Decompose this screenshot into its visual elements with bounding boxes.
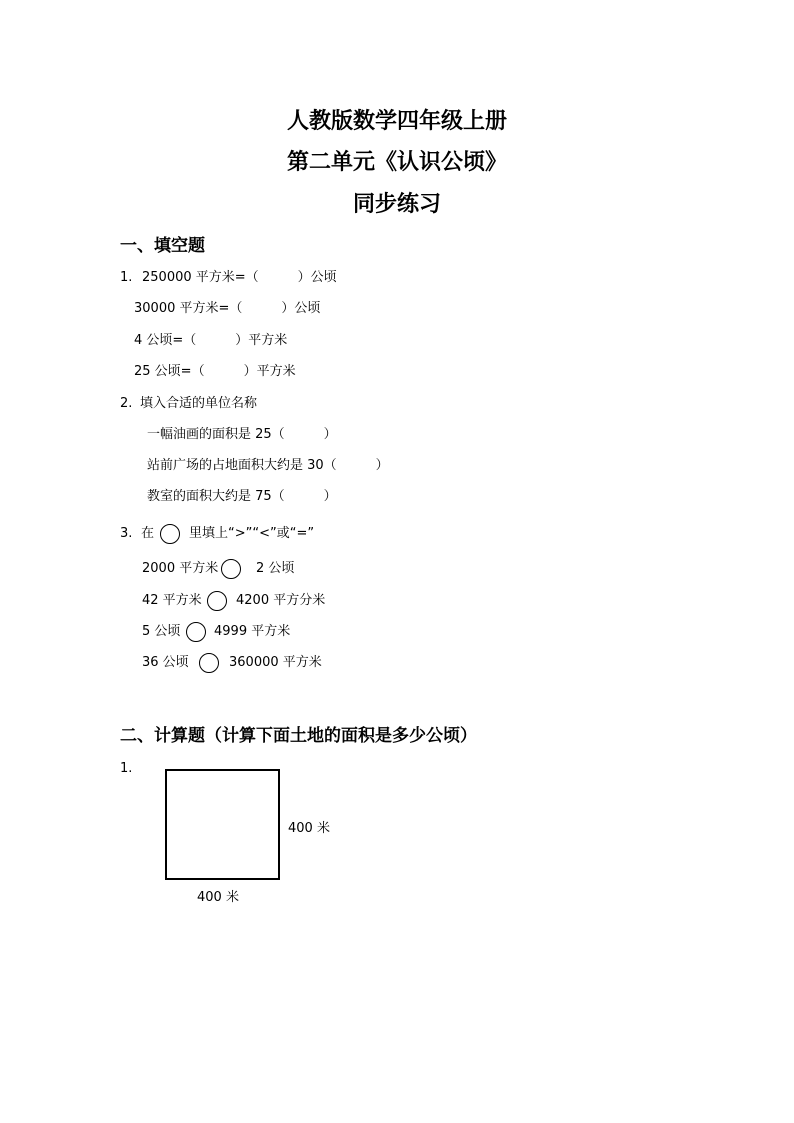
compare-right: 2 公顷 <box>256 561 295 576</box>
question-number: 1. <box>120 761 133 776</box>
fill-line: 250000 平方米=（ ）公顷 <box>142 270 337 285</box>
question-prompt: 填入合适的单位名称 <box>140 396 258 411</box>
compare-right: 360000 平方米 <box>229 655 322 670</box>
section-heading-fill-blanks: 一、填空题 <box>120 236 205 256</box>
compare-left: 5 公顷 <box>142 624 181 639</box>
compare-right: 4200 平方分米 <box>236 593 326 608</box>
page-subtitle-2: 同步练习 <box>352 191 441 217</box>
page-subtitle: 第二单元《认识公顷》 <box>286 149 507 175</box>
question-number: 2. <box>120 396 133 411</box>
question-prompt-after: 里填上“>”“<”或“=” <box>189 526 315 541</box>
side-length-label: 400 米 <box>288 821 330 836</box>
compare-left: 2000 平方米 <box>142 561 219 576</box>
fill-line: 教室的面积大约是 75（ ） <box>147 489 337 504</box>
fill-line: 30000 平方米=（ ）公顷 <box>134 301 321 316</box>
compare-circle-icon[interactable] <box>186 621 206 642</box>
question-number: 3. <box>120 526 133 541</box>
fill-line: 站前广场的占地面积大约是 30（ ） <box>147 458 389 473</box>
compare-circle-icon[interactable] <box>221 558 241 579</box>
square-diagram <box>165 769 280 880</box>
bottom-length-label: 400 米 <box>197 890 239 905</box>
compare-left: 42 平方米 <box>142 593 202 608</box>
fill-line: 25 公顷=（ ）平方米 <box>134 364 296 379</box>
question-prompt-before: 在 <box>141 526 155 541</box>
compare-right: 4999 平方米 <box>214 624 291 639</box>
compare-circle-icon[interactable] <box>207 590 227 611</box>
page-title: 人教版数学四年级上册 <box>286 108 507 134</box>
compare-circle-icon[interactable] <box>199 652 219 673</box>
fill-line: 4 公顷=（ ）平方米 <box>134 333 288 348</box>
circle-icon <box>160 523 180 544</box>
fill-line: 一幅油画的面积是 25（ ） <box>147 427 337 442</box>
question-number: 1. <box>120 270 133 285</box>
compare-left: 36 公顷 <box>142 655 189 670</box>
section-heading-calculation: 二、计算题（计算下面土地的面积是多少公顷） <box>120 726 477 746</box>
